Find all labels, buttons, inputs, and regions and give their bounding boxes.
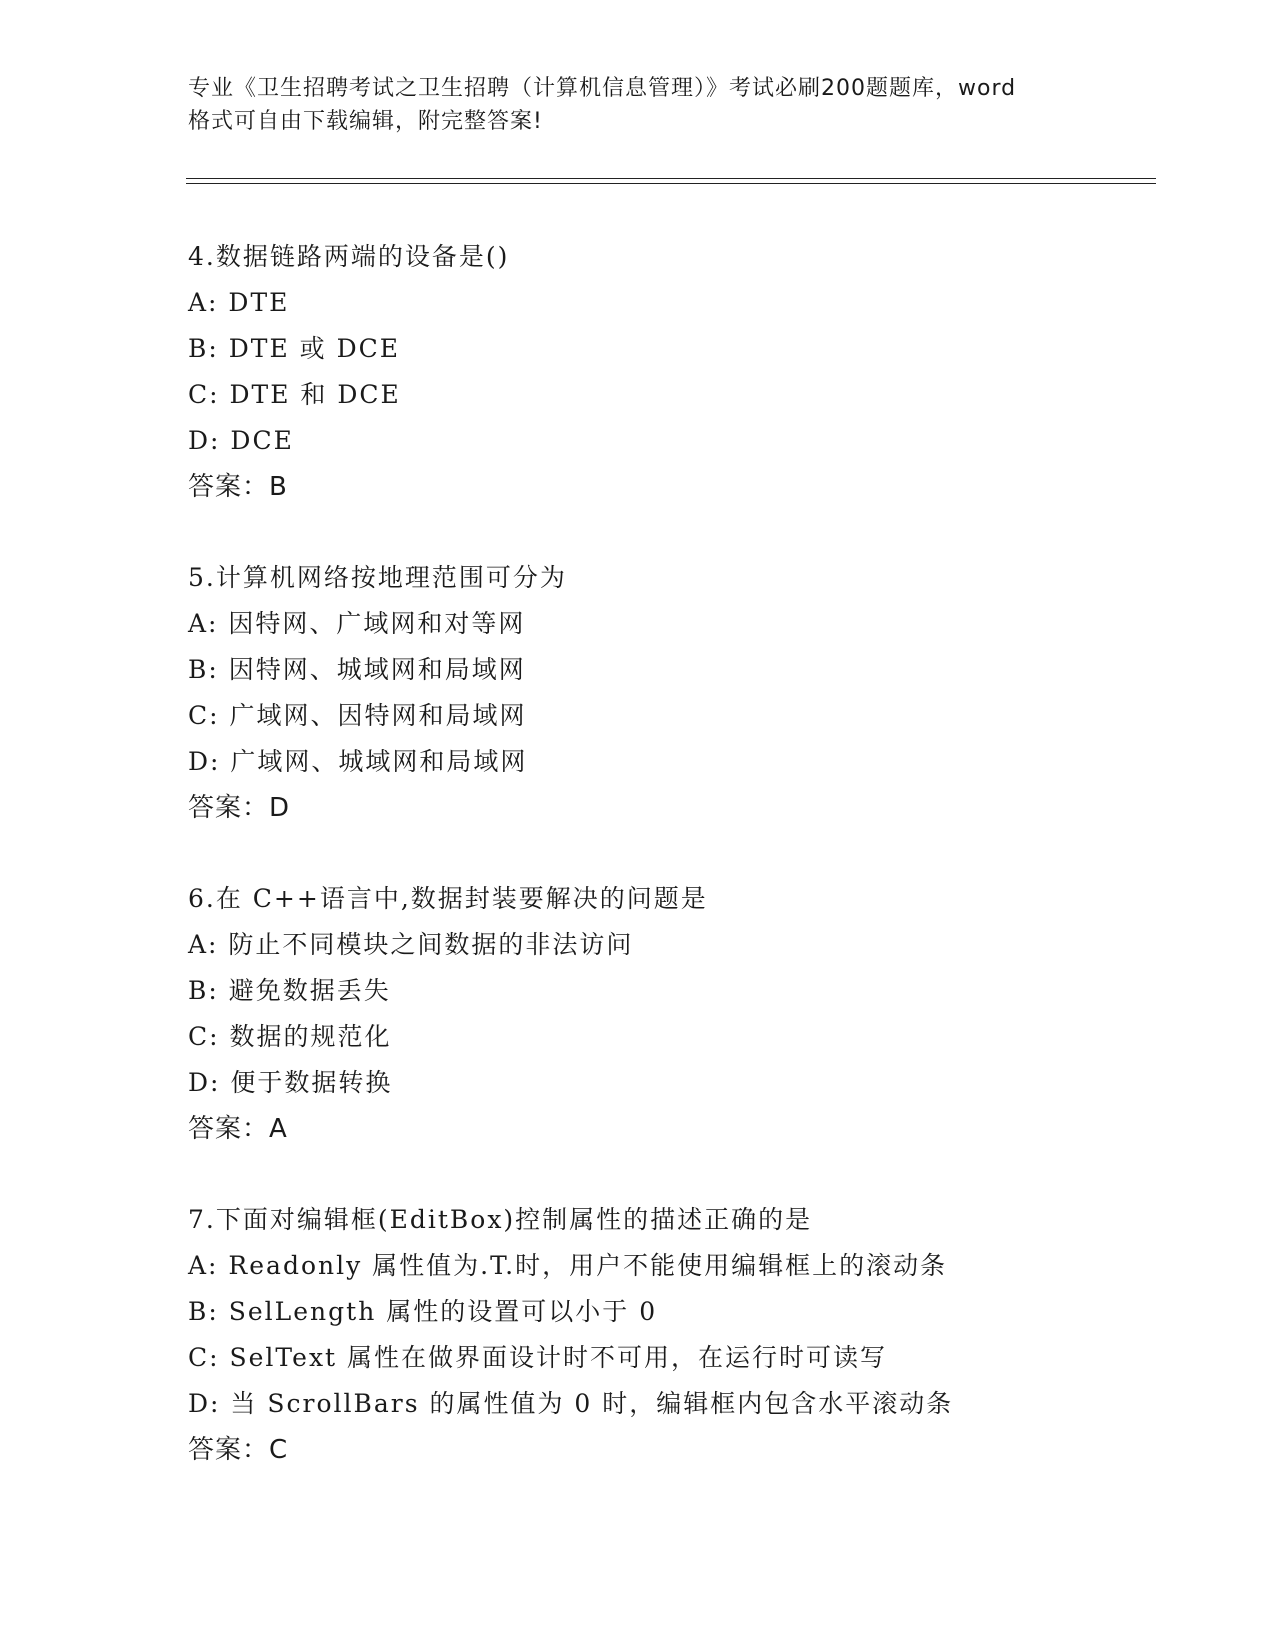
header-divider-top [186, 178, 1156, 179]
document-header [188, 72, 1088, 138]
question-title: 6.在 C++语言中,数据封装要解决的问题是 [188, 884, 708, 913]
option-a: A: DTE [188, 288, 290, 317]
option-d: D: 便于数据转换 [188, 1068, 393, 1097]
answer: 答案：D [188, 793, 291, 823]
header-line-2: 格式可自由下载编辑，附完整答案! [188, 109, 543, 134]
option-c: C: DTE 和 DCE [188, 380, 401, 409]
question-6 [188, 876, 1188, 1152]
question-title: 4.数据链路两端的设备是() [188, 242, 510, 271]
option-c: C: 数据的规范化 [188, 1022, 392, 1051]
header-divider-bottom [186, 183, 1156, 184]
header-line-1: 专业《卫生招聘考试之卫生招聘（计算机信息管理）》考试必刷200题题库，word [188, 76, 1017, 101]
option-c: C: SelText 属性在做界面设计时不可用，在运行时可读写 [188, 1343, 888, 1372]
option-d: D: 当 ScrollBars 的属性值为 0 时，编辑框内包含水平滚动条 [188, 1389, 954, 1418]
question-4 [188, 234, 1188, 510]
option-c: C: 广域网、因特网和局域网 [188, 701, 527, 730]
option-a: A: Readonly 属性值为.T.时，用户不能使用编辑框上的滚动条 [188, 1251, 948, 1280]
option-b: B: SelLength 属性的设置可以小于 0 [188, 1297, 658, 1326]
option-b: B: 因特网、城域网和局域网 [188, 655, 526, 684]
option-a: A: 因特网、广域网和对等网 [188, 609, 526, 638]
question-title: 7.下面对编辑框(EditBox)控制属性的描述正确的是 [188, 1205, 813, 1234]
answer: 答案：B [188, 472, 288, 502]
answer: 答案：C [188, 1435, 289, 1465]
option-a: A: 防止不同模块之间数据的非法访问 [188, 930, 634, 959]
question-7 [188, 1197, 1188, 1473]
option-b: B: DTE 或 DCE [188, 334, 401, 363]
question-5 [188, 555, 1188, 831]
answer: 答案：A [188, 1114, 288, 1144]
question-title: 5.计算机网络按地理范围可分为 [188, 563, 567, 592]
option-b: B: 避免数据丢失 [188, 976, 391, 1005]
option-d: D: 广域网、城域网和局域网 [188, 747, 528, 776]
option-d: D: DCE [188, 426, 294, 455]
